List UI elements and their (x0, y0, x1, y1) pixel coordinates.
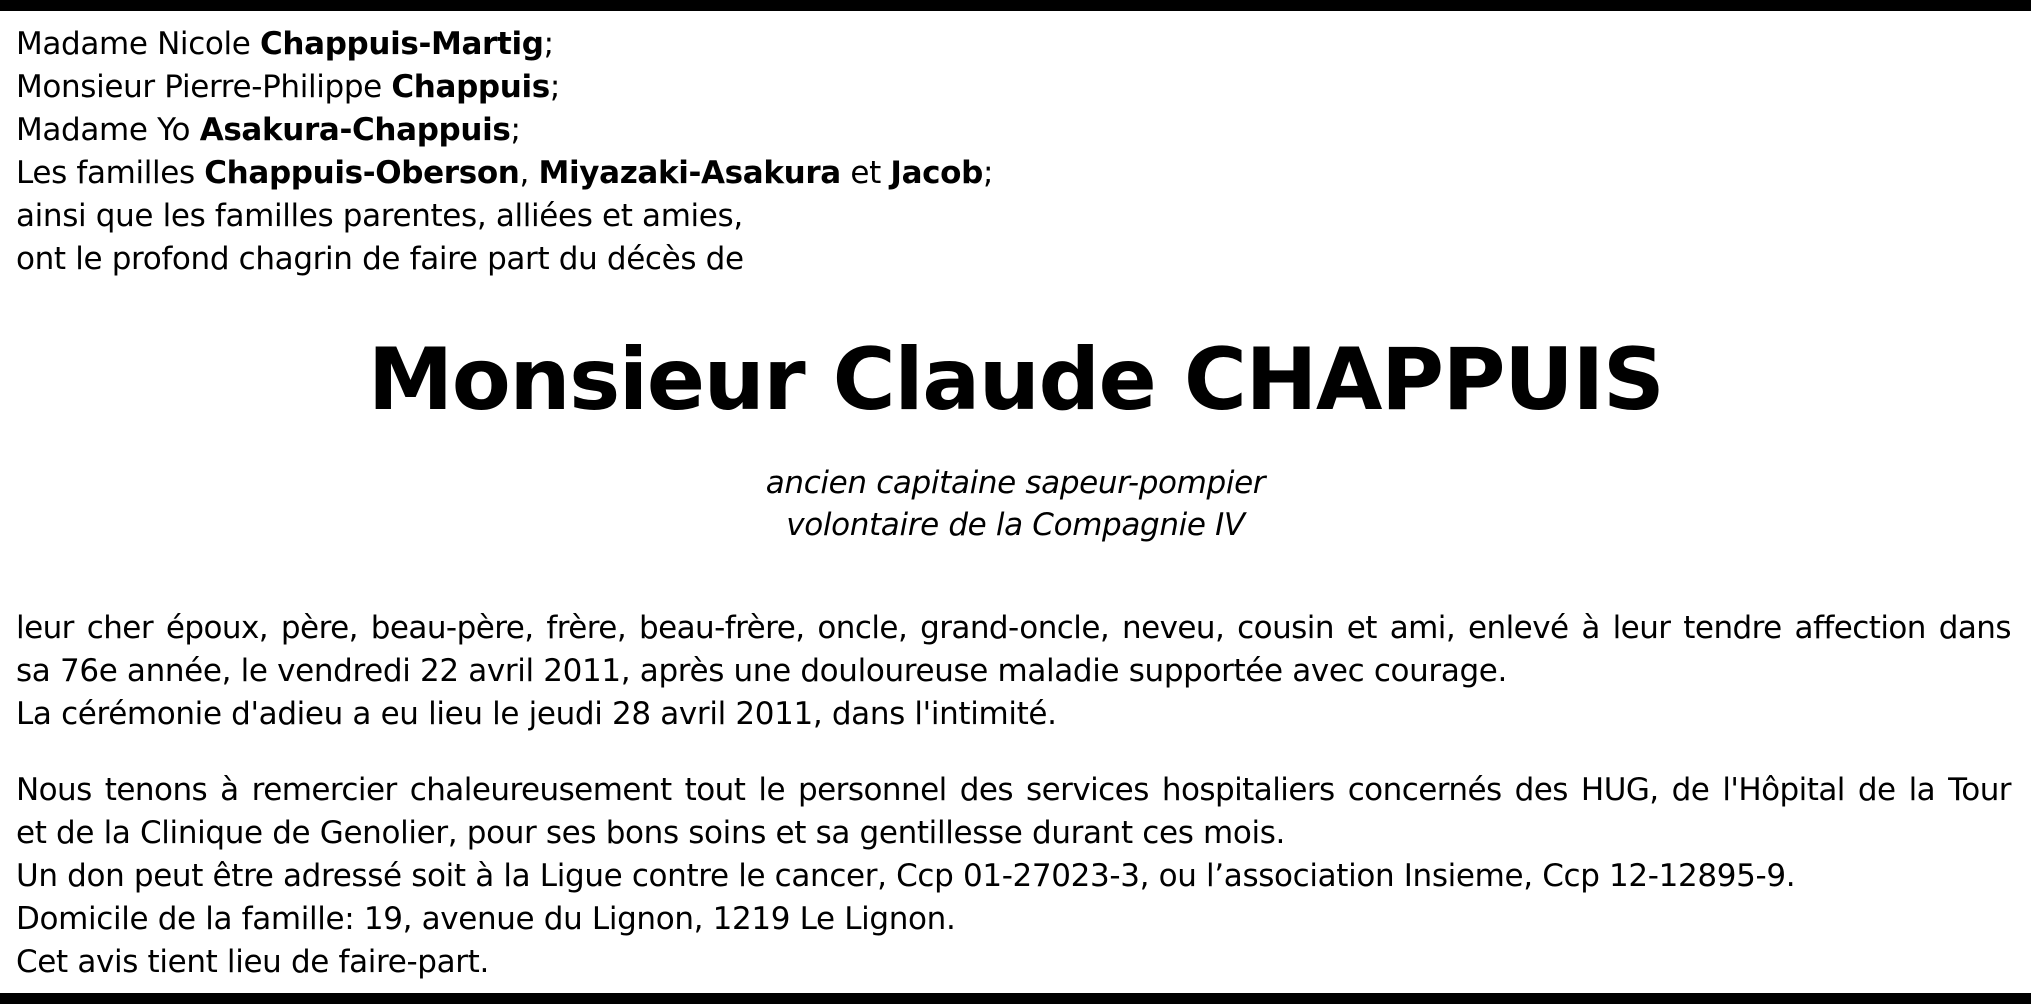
thanks-line-1: Nous tenons à remercier chaleureusement tout le personnel des services hospitaliers concernés des HUG, de l'Hôpital de la Tour (16, 772, 2011, 808)
deceased-title-line-1: ancien capitaine sapeur-pompier (765, 465, 1266, 501)
family-line-2 (16, 66, 2011, 109)
family-line-1 (16, 23, 2011, 66)
family-list (16, 23, 2011, 281)
thanks-paragraph (16, 769, 2011, 984)
family-line-4-name-1: Chappuis-Oberson (204, 155, 520, 191)
family-line-3-name: Asakura-Chappuis (199, 112, 511, 148)
bottom-border-rule (0, 993, 2031, 1004)
family-line-2-name: Chappuis (391, 69, 550, 105)
family-address-line: Domicile de la famille: 19, avenue du Lignon, 1219 Le Lignon. (16, 901, 956, 937)
notice-closing-line: Cet avis tient lieu de faire-part. (16, 944, 489, 980)
announcement-line-3: La cérémonie d'adieu a eu lieu le jeudi 28 avril 2011, dans l'intimité. (16, 696, 1057, 732)
deceased-title (0, 462, 2031, 546)
family-line-3 (16, 109, 2011, 152)
family-line-4-suffix: ; (982, 155, 994, 191)
family-line-2-suffix: ; (549, 69, 560, 105)
thanks-line-2: et de la Clinique de Genolier, pour ses bons soins et sa gentillesse durant ces mois. (16, 815, 1286, 851)
family-line-4-prefix: Les familles (16, 155, 205, 191)
donation-line: Un don peut être adressé soit à la Ligue contre le cancer, Ccp 01-27023-3, ou l’association Insieme, Ccp 12-12895-9. (16, 858, 1796, 894)
family-line-4-separator-1: , (519, 155, 539, 191)
announcement-line-2: sa 76e année, le vendredi 22 avril 2011, après une douloureuse maladie supportée avec courage. (16, 653, 1508, 689)
family-line-4-separator-2: et (840, 155, 891, 191)
family-line-4-name-3: Jacob (890, 155, 983, 191)
family-line-3-suffix: ; (510, 112, 521, 148)
top-border-rule (0, 0, 2031, 11)
announcement-paragraph (16, 607, 2011, 736)
announcement-line-1: leur cher époux, père, beau-père, frère, beau-frère, oncle, grand-oncle, neveu, cousin et ami, enlevé à leur tendre affection dans (16, 610, 2011, 646)
family-line-4 (16, 152, 2011, 195)
family-line-4-name-2: Miyazaki-Asakura (538, 155, 841, 191)
deceased-name: Monsieur Claude CHAPPUIS (367, 330, 1664, 430)
family-line-5: ainsi que les familles parentes, alliées et amies, (16, 198, 743, 234)
family-line-1-suffix: ; (543, 26, 554, 62)
family-line-3-prefix: Madame Yo (16, 112, 200, 148)
family-line-2-prefix: Monsieur Pierre-Philippe (16, 69, 392, 105)
family-line-1-prefix: Madame Nicole (16, 26, 260, 62)
deceased-title-line-2: volontaire de la Compagnie IV (786, 507, 1245, 543)
family-line-6: ont le profond chagrin de faire part du décès de (16, 241, 744, 277)
family-line-1-name: Chappuis-Martig (260, 26, 544, 62)
